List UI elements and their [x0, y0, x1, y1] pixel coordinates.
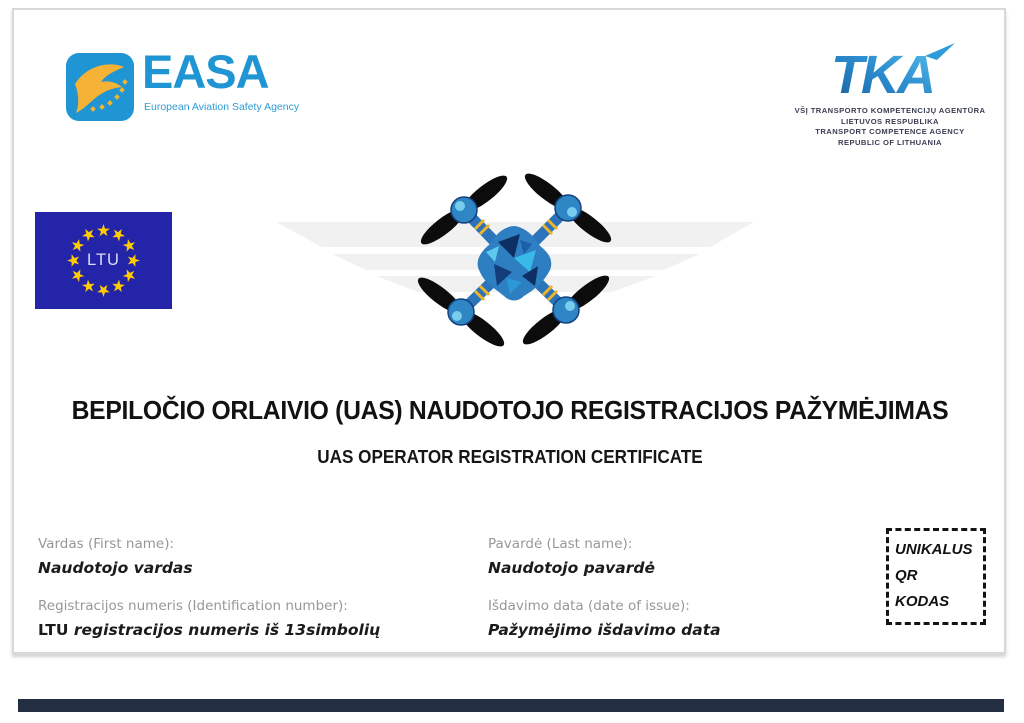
- easa-bird-icon: [65, 52, 135, 122]
- field-value-date-of-issue: Pažymėjimo išdavimo data: [488, 621, 721, 639]
- tka-wordmark-icon: [821, 42, 959, 100]
- qr-label-line: QR: [895, 567, 918, 584]
- field-value-last-name: Naudotojo pavardė: [488, 559, 655, 577]
- tka-line: LIETUVOS RESPUBLIKA: [841, 116, 939, 126]
- tka-wordmark: TKA: [831, 45, 933, 100]
- field-value-first-name: Naudotojo vardas: [38, 559, 193, 577]
- tka-agency-name: [778, 106, 1002, 148]
- field-value-registration-number: [38, 621, 380, 639]
- country-code-label: LTU: [87, 251, 120, 269]
- footer-bar: [18, 699, 1004, 712]
- easa-tagline: European Aviation Safety Agency: [144, 101, 300, 113]
- easa-wordmark: EASA: [142, 45, 269, 98]
- registration-value: registracijos numeris iš 13simbolių: [73, 621, 381, 639]
- tka-line: REPUBLIC OF LITHUANIA: [838, 137, 942, 147]
- qr-code-placeholder: [886, 528, 986, 625]
- field-label-registration-number: Registracijos numeris (Identification number):: [38, 598, 348, 614]
- drone-icon: [398, 170, 638, 355]
- qr-label-line: KODAS: [895, 593, 950, 610]
- tka-line: VŠĮ TRANSPORTO KOMPETENCIJŲ AGENTŪRA: [794, 106, 986, 115]
- tka-line: TRANSPORT COMPETENCE AGENCY: [815, 127, 965, 136]
- certificate-title-lt: BEPILOČIO ORLAIVIO (UAS) NAUDOTOJO REGISTRACIJOS PAŽYMĖJIMAS: [71, 395, 949, 425]
- field-label-date-of-issue: Išdavimo data (date of issue):: [488, 598, 690, 614]
- qr-label-line: UNIKALUS: [895, 541, 973, 558]
- eu-flag: [35, 212, 172, 309]
- field-label-last-name: Pavardė (Last name):: [488, 536, 633, 552]
- field-label-first-name: Vardas (First name):: [38, 536, 175, 552]
- registration-prefix: LTU: [38, 621, 69, 639]
- certificate-title-en: UAS OPERATOR REGISTRATION CERTIFICATE: [317, 447, 703, 467]
- tka-logo: [778, 42, 1002, 148]
